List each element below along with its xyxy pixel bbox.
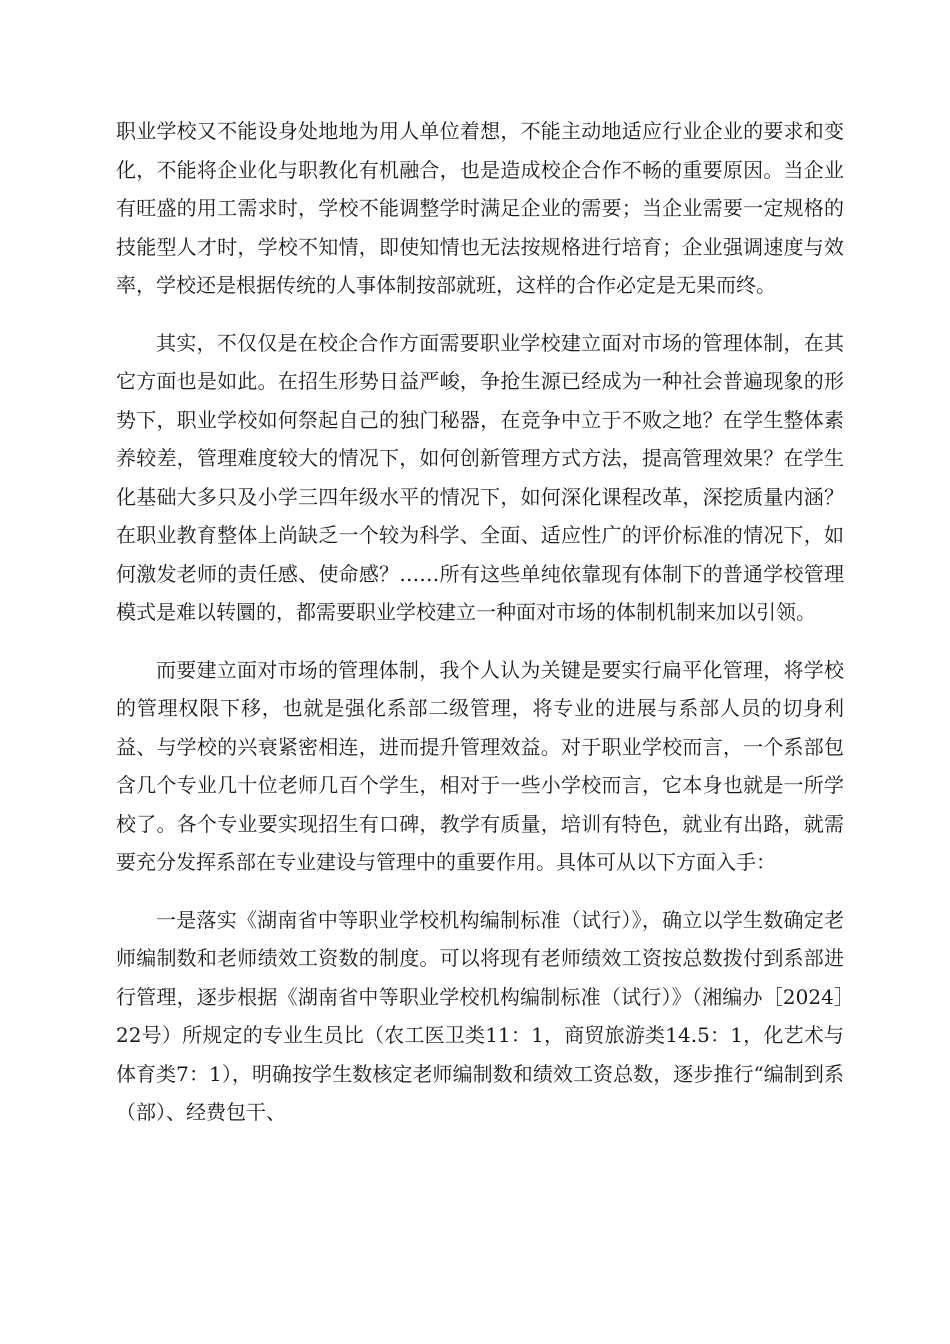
paragraph-4: 一是落实《湖南省中等职业学校机构编制标准（试行）》，确立以学生数确定老师编制数和老师绩效工资数的制度。可以将现有老师绩效工资按总数拨付到系部进行管理，逐步根据《湖南省中等职业学校机构编制标准（试行）》（湘编办［2024］22号）所规定的专业生员比（农工医卫类11：1，商贸旅游类14.5：1，化艺术与体育类7：1），明确按学生数核定老师编制数和绩效工资总数，逐步推行“编制到系（部）、经费包干、 <box>116 907 844 1124</box>
document-page <box>116 112 844 1151</box>
paragraph-3: 而要建立面对市场的管理体制，我个人认为关键是要实行扁平化管理，将学校的管理权限下移，也就是强化系部二级管理，将专业的进展与系部人员的切身利益、与学校的兴衰紧密相连，进而提升管理效益。对于职业学校而言，一个系部包含几个专业几十位老师几百个学生，相对于一些小学校而言，它本身也就是一所学校了。各个专业要实现招生有口碑，教学有质量，培训有特色，就业有出路，就需要充分发挥系部在专业建设与管理中的重要作用。具体可从以下方面入手： <box>116 657 844 874</box>
paragraph-1: 职业学校又不能设身处地地为用人单位着想，不能主动地适应行业企业的要求和变化，不能将企业化与职教化有机融合，也是造成校企合作不畅的重要原因。当企业有旺盛的用工需求时，学校不能调整学时满足企业的需要；当企业需要一定规格的技能型人才时，学校不知情，即使知情也无法按规格进行培育；企业强调速度与效率，学校还是根据传统的人事体制按部就班，这样的合作必定是无果而终。 <box>116 119 844 297</box>
paragraph-2: 其实，不仅仅是在校企合作方面需要职业学校建立面对市场的管理体制，在其它方面也是如此。在招生形势日益严峻，争抢生源已经成为一种社会普遍现象的形势下，职业学校如何祭起自己的独门秘器，在竞争中立于不败之地？在学生整体素养较差，管理难度较大的情况下，如何创新管理方式方法，提高管理效果？在学生化基础大多只及小学三四年级水平的情况下，如何深化课程改革，深挖质量内涵？在职业教育整体上尚缺乏一个较为科学、全面、适应性广的评价标准的情况下，如何激发老师的责任感、使命感？……所有这些单纯依靠现有体制下的普通学校管理模式是难以转圜的，都需要职业学校建立一种面对市场的体制机制来加以引领。 <box>116 330 844 624</box>
